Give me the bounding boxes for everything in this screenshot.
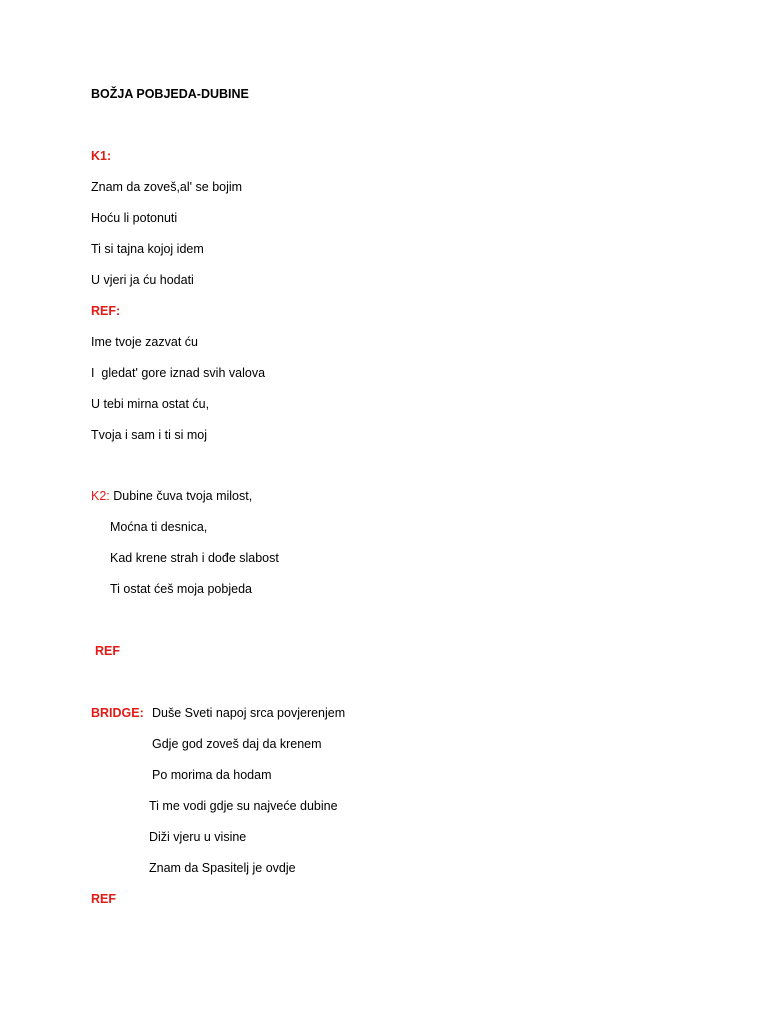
verse1-label: K1: <box>91 149 112 163</box>
bridge-line: Diži vjeru u visine <box>149 830 247 844</box>
ref-marker: REF <box>91 892 116 906</box>
verse1-line: Ti si tajna kojoj idem <box>91 242 204 256</box>
bridge-line: Gdje god zoveš daj da krenem <box>152 737 322 751</box>
verse1-line: Znam da zoveš,al' se bojim <box>91 180 243 194</box>
verse2-line: Moćna ti desnica, <box>110 520 208 534</box>
song-title: BOŽJA POBJEDA-DUBINE <box>91 87 249 101</box>
refrain-label: REF: <box>91 304 121 318</box>
ref-marker: REF <box>95 644 120 658</box>
refrain-line: Tvoja i sam i ti si moj <box>91 428 207 442</box>
verse1-line: U vjeri ja ću hodati <box>91 273 194 287</box>
verse2-label: K2: <box>91 489 110 503</box>
bridge-label: BRIDGE: <box>91 706 144 720</box>
verse2-line: Dubine čuva tvoja milost, <box>113 489 253 503</box>
bridge-line: Znam da Spasitelj je ovdje <box>149 861 296 875</box>
verse2-first-row <box>91 489 252 503</box>
bridge-line: Duše Sveti napoj srca povjerenjem <box>152 706 346 720</box>
bridge-line: Po morima da hodam <box>152 768 272 782</box>
refrain-line: U tebi mirna ostat ću, <box>91 397 210 411</box>
refrain-line: I gledat' gore iznad svih valova <box>91 366 266 380</box>
bridge-line: Ti me vodi gdje su najveće dubine <box>149 799 338 813</box>
verse1-line: Hoću li potonuti <box>91 211 178 225</box>
verse2-line: Kad krene strah i dođe slabost <box>110 551 279 565</box>
verse2-line: Ti ostat ćeš moja pobjeda <box>110 582 252 596</box>
refrain-line: Ime tvoje zazvat ću <box>91 335 198 349</box>
